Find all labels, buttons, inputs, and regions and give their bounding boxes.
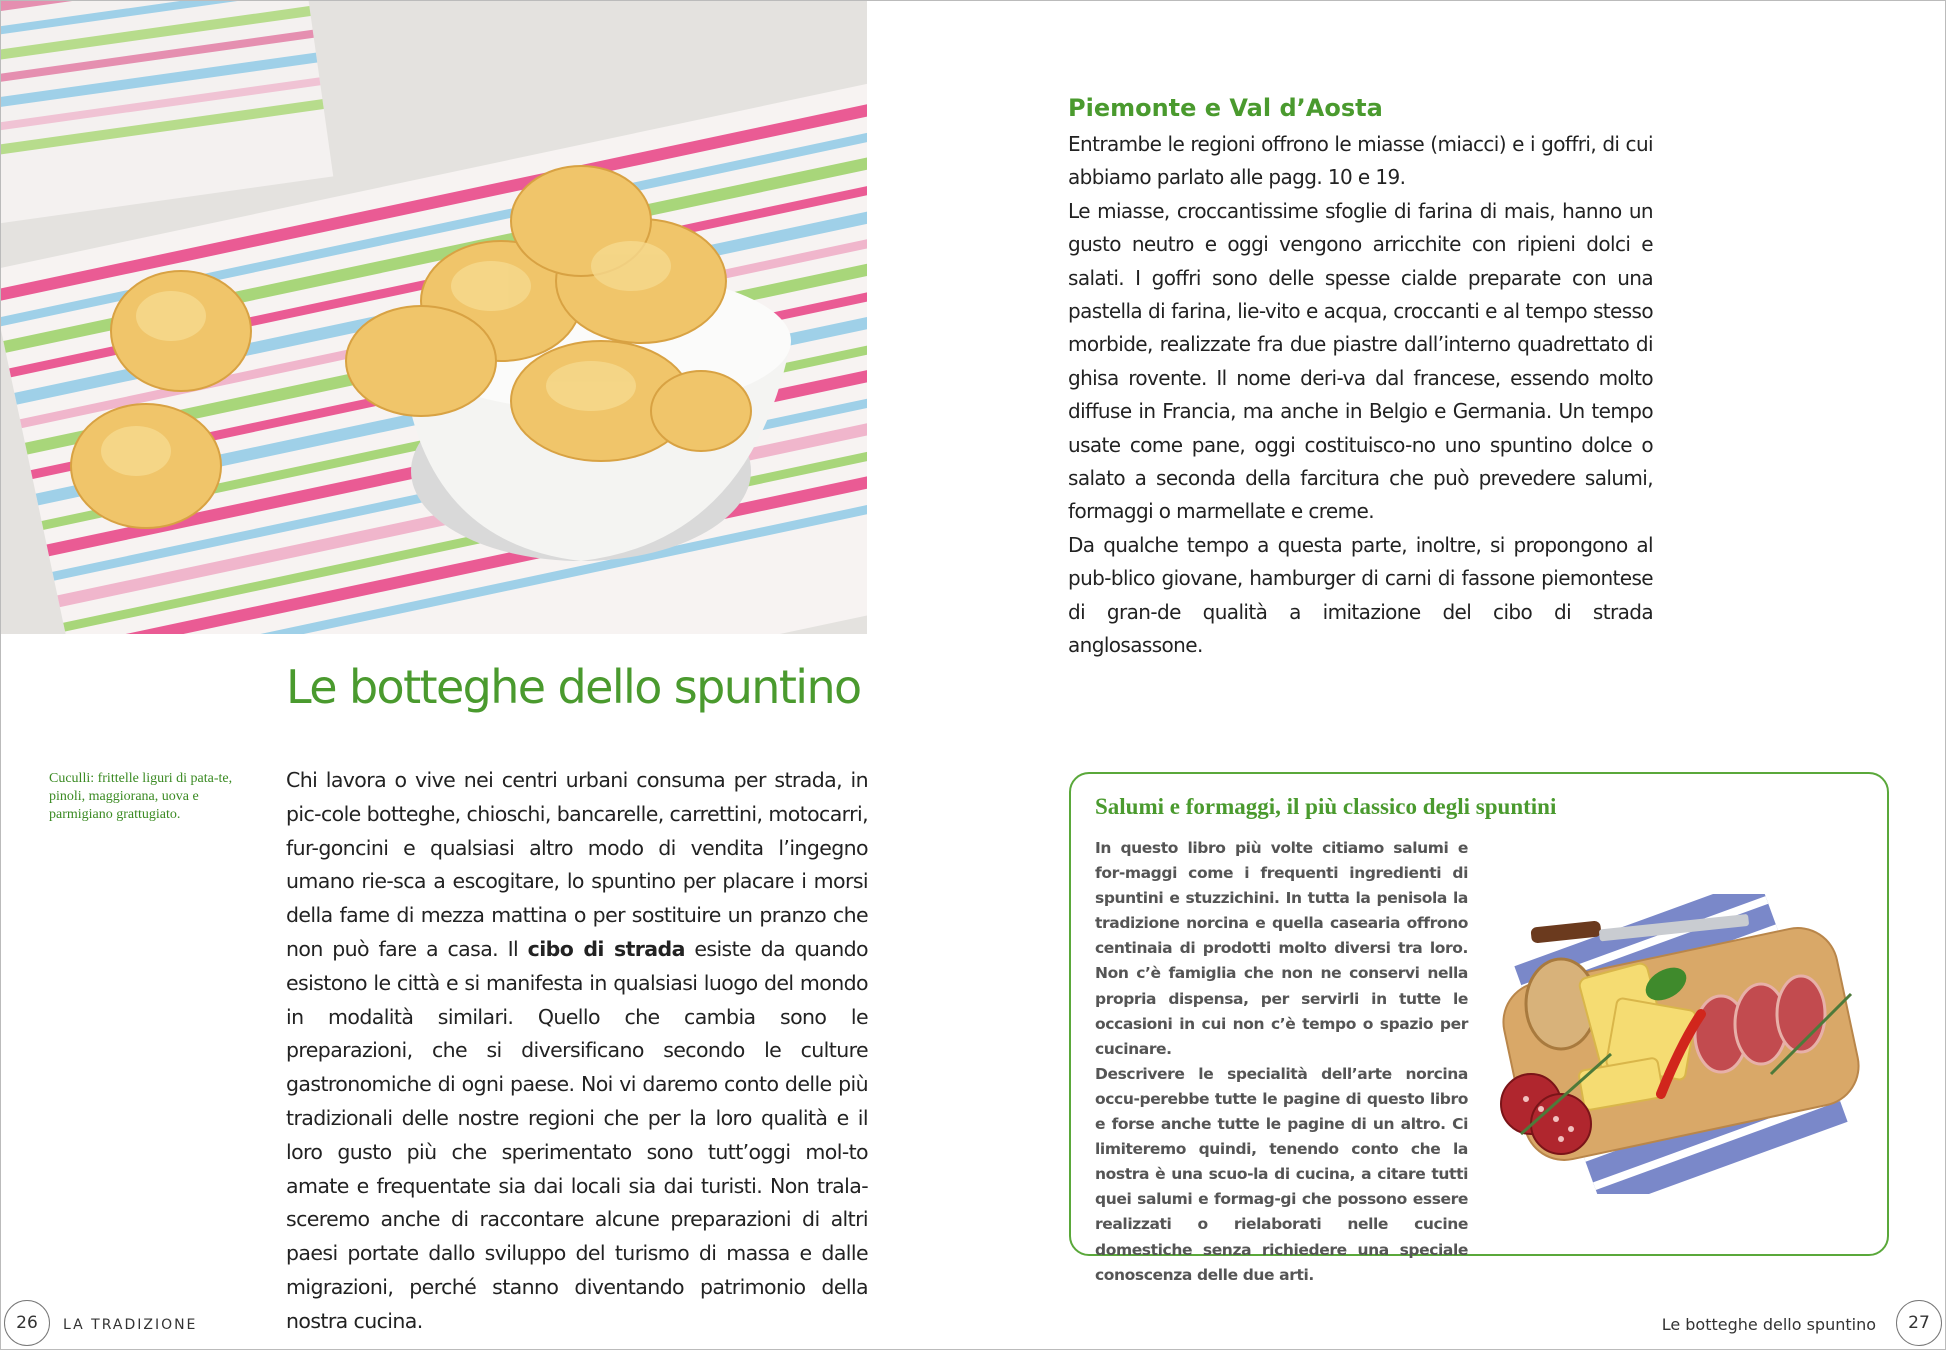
sidebar-box [1069,772,1889,1284]
intro-body [286,764,868,1339]
intro-text-part1: Chi lavora o vive nei centri urbani consuma per strada, in pic-cole botteghe, chioschi, bancarelle, carrettini, motocarri, fur-goncini e qualsiasi altro modo di vendita l’ingegno umano rie-sca a escogitare, lo spuntino per placare i morsi della fame di mezza mattina o per sostituire un pranzo che non può fare a casa. Il [286,768,868,961]
photo-caption: Cuculli: frittelle liguri di pata-te, pinoli, maggiorana, uova e parmigiano grattugiato. [49,771,233,822]
footer-section-title: LA TRADIZIONE [63,1317,198,1333]
intro-text-part2: esiste da quando esistono le città e si manifesta in qualsiasi luogo del mondo in modalità similari. Quello che cambia sono le preparazioni, che si diversificano secondo le culture gastronomiche di ogni paese. Noi vi daremo conto delle più tradizionali delle nostre regioni che per la loro qualità e il loro gusto più che sperimentato sono tutt’oggi mol-to amate e frequentate sia dai locali sia dai turisti. Non trala-sceremo anche di raccontare alcune preparazioni di altri paesi portate dallo sviluppo del turismo di massa e dalle migrazioni, perché stanno diventando patrimonio della nostra cucina. [286,936,868,1333]
section-paragraph: Entrambe le regioni offrono le miasse (miacci) e i goffri, di cui abbiamo parlato alle pagg. 10 e 19. [1068,132,1653,190]
box-title: Salumi e formaggi, il più classico degli spuntini [1095,794,1557,819]
section-paragraph: Le miasse, croccantissime sfoglie di farina di mais, hanno un gusto neutro e oggi vengono arricchite con ripieni dolci e salati. I goffri sono delle spesse cialde preparate con una pastella di farina, lie-vito e acqua, croccanti e al tempo stesso morbide, realizzate fra due piastre dall’interno quadrettato di ghisa rovente. Il nome deri-va dal francese, essendo molto diffuse in Francia, ma anche in Belgio e Germania. Un tempo usate come pane, oggi costituisco-no uno spuntino dolce o salato a seconda della farcitura che può prevedere salumi, formaggi o marmellate e creme. [1068,198,1653,524]
intro-bold-term: cibo di strada [527,936,685,961]
box-paragraph: In questo libro più volte citiamo salumi e for-maggi come i frequenti ingredienti di spuntini e stuzzichini. In tutta la penisola la tradizione norcina e quella casearia offrono centinaia di prodotti molto diversi tra loro. Non c’è famiglia che non ne conservi nella propria dispensa, per servirli in tutte le occasioni in cui non c’è tempo o spazio per cucinare. [1095,839,1468,1058]
box-body [1095,836,1468,1288]
page-number-left: 26 [4,1300,50,1346]
page-title: Le botteghe dello spuntino [286,660,861,714]
section-paragraph: Da qualche tempo a questa parte, inoltre, si propongono al pub-blico giovane, hamburger di carni di fassone piemontese di gran-de qualità a imitazione del cibo di strada anglosassone. [1068,532,1653,658]
fritters-photo [1,1,867,634]
intro-paragraph [286,764,868,1339]
salumi-photo [1491,894,1871,1194]
box-paragraph: Descrivere le specialità dell’arte norcina occu-perebbe tutte le pagine di questo libro e forse anche tutte le pagine di un altro. Ci limiteremo quindi, tenendo conto che la nostra è una scuo-la di cucina, a citare tutti quei salumi e formag-gi che possono essere realizzati o rielaborati nelle cucine domestiche senza richiedere una speciale conoscenza delle due arti. [1095,1064,1468,1284]
page-number-right: 27 [1896,1300,1942,1346]
section-body [1068,128,1653,663]
section-heading: Piemonte e Val d’Aosta [1068,94,1383,122]
footer-chapter-title: Le botteghe dello spuntino [1661,1315,1876,1334]
